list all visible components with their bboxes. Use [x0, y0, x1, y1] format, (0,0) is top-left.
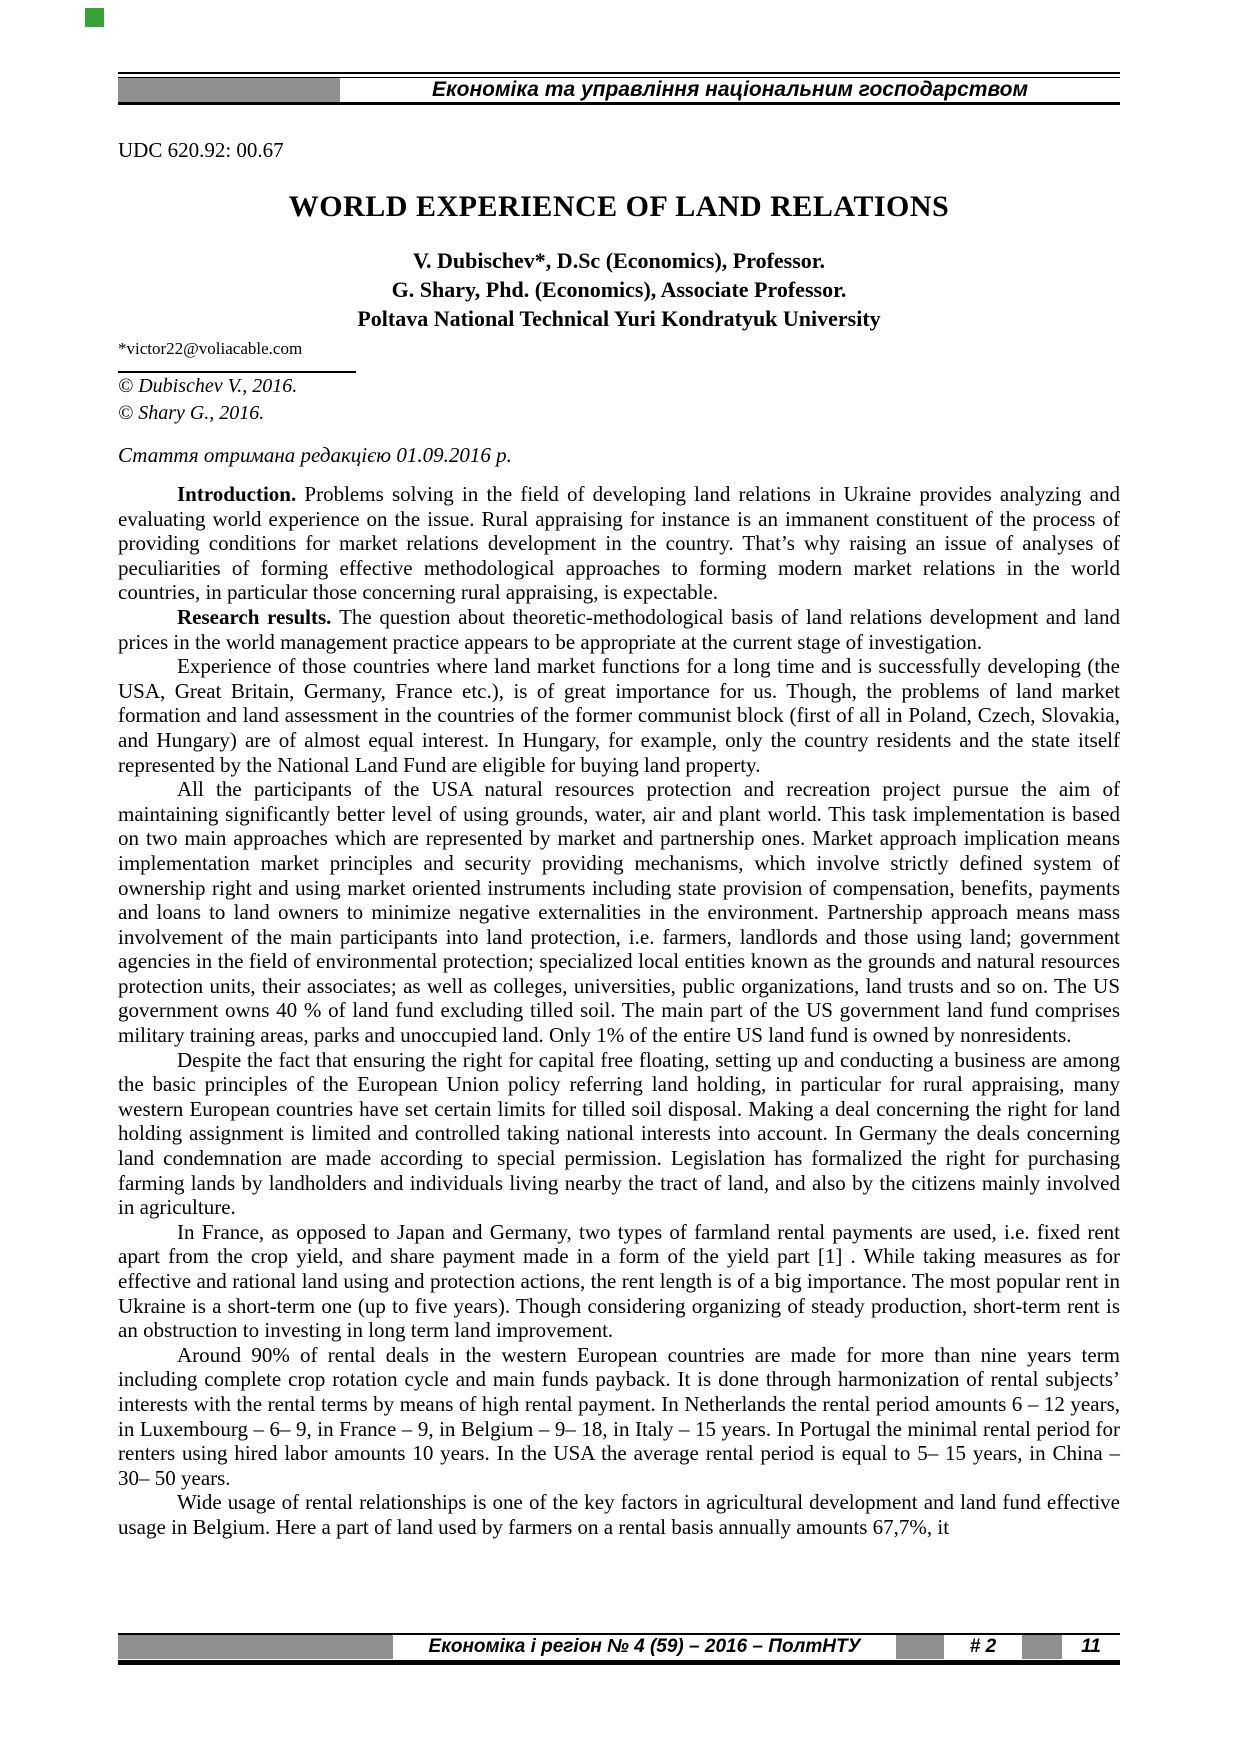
- footer-gray-block: [118, 1635, 393, 1659]
- footer-gray-block: [896, 1635, 944, 1659]
- author-line: Poltava National Technical Yuri Kondratyuk University: [357, 306, 881, 331]
- paragraph: All the participants of the USA natural resources protection and recreation project pursue the aim of maintaining significantly better level of using grounds, water, air and plant world. This task implementation is based on two main approaches which are represented by market and partnership ones. Market approach implication means implementation market principles and security providing mechanisms, which involve strictly defined system of ownership right and using market oriented instruments including state provision of compensation, benefits, payments and loans to land owners to minimize negative externalities in the environment. Partnership approach means mass involvement of the main participants into land protection, i.e. farmers, landlords and those using land; government agencies in the field of environmental protection; specialized local entities known as the grounds and natural resources protection units, their associates; as well as colleges, universities, public organizations, land trusts and so on. The US government owns 40 % of land fund excluding tilled soil. The main part of the US government land fund comprises military training areas, parks and unoccupied land. Only 1% of the entire US land fund is owned by nonresidents.: [118, 777, 1120, 1048]
- green-marker: [85, 8, 104, 27]
- header-gray-block: [118, 78, 340, 102]
- paragraph: Introduction. Problems solving in the field of developing land relations in Ukraine provides analyzing and evaluating world experience on the issue. Rural appraising for instance is an immanent constituent of the process of providing conditions for market relations development in the country. That’s why raising an issue of analyses of peculiarities of forming effective methodological approaches to forming modern market relations in the world countries, in particular those concerning rural appraising, is expectable.: [118, 482, 1120, 605]
- author-line: G. Shary, Phd. (Economics), Associate Professor.: [391, 277, 847, 302]
- footer-page-number: 11: [1062, 1635, 1120, 1659]
- udc-code: UDC 620.92: 00.67: [118, 138, 284, 162]
- copyright-line: © Dubischev V., 2016.: [118, 375, 298, 397]
- footer-gray-block: [1022, 1635, 1062, 1659]
- paragraph: Experience of those countries where land market functions for a long time and is successfully developing (the USA, Great Britain, Germany, France etc.), is of great importance for us. Though, the problems of land market formation and land assessment in the countries of the former communist block (first of all in Poland, Czech, Slovakia, and Hungary) are of almost equal interest. In Hungary, for example, only the country residents and the state itself represented by the National Land Fund are eligible for buying land property.: [118, 654, 1120, 777]
- paragraph-lead: Introduction.: [177, 482, 305, 506]
- paragraph: Around 90% of rental deals in the western European countries are made for more than nine years term including complete crop rotation cycle and main funds payback. It is done through harmonization of rental subjects’ interests with the rental terms by means of high rental payment. In Netherlands the rental period amounts 6 – 12 years, in Luxembourg – 6– 9, in France – 9, in Belgium – 9– 18, in Italy – 15 years. In Portugal the minimal rental period for renters using hired labor amounts 10 years. In the USA the average rental period is equal to 5– 15 years, in China – 30– 50 years.: [118, 1342, 1120, 1490]
- article-body: [118, 482, 1120, 1540]
- authors-block: [118, 246, 1120, 333]
- footer-journal-title: Економіка і регіон № 4 (59) – 2016 – ПолтНТУ: [393, 1635, 896, 1659]
- footer-bar: [118, 1633, 1120, 1665]
- paragraph: Wide usage of rental relationships is one of the key factors in agricultural development and land fund effective usage in Belgium. Here a part of land used by farmers on a rental basis annually amounts 67,7%, it: [118, 1490, 1120, 1539]
- journal-section-header: [118, 72, 1120, 105]
- copyright-line: © Shary G., 2016.: [118, 402, 265, 424]
- author-line: V. Dubischev*, D.Sc (Economics), Professor.: [412, 248, 826, 273]
- paragraph: Research results. The question about theoretic-methodological basis of land relations development and land prices in the world management practice appears to be appropriate at the current stage of investigation.: [118, 604, 1120, 654]
- received-date-line: Стаття отримана редакцією 01.09.2016 р.: [118, 443, 512, 467]
- article-title: WORLD EXPERIENCE OF LAND RELATIONS: [288, 190, 950, 223]
- journal-section-title: Економіка та управління національним господарством: [432, 78, 1028, 101]
- copyright-block: [118, 373, 1120, 427]
- page-content: [118, 0, 1120, 1540]
- paragraph-lead: Research results.: [177, 604, 340, 629]
- paragraph: In France, as opposed to Japan and Germany, two types of farmland rental payments are used, i.e. fixed rent apart from the crop yield, and share payment made in a form of the yield part [1] . While taking measures as for effective and rational land using and protection actions, the rent length is of a big importance. The most popular rent in Ukraine is a short-term one (up to five years). Though considering organizing of steady production, short-term rent is an obstruction to investing in long term land improvement.: [118, 1219, 1120, 1343]
- footer-row: [118, 1633, 1120, 1659]
- journal-section-row: [118, 77, 1120, 105]
- paragraph: Despite the fact that ensuring the right for capital free floating, setting up and conducting a business are among the basic principles of the European Union policy referring land holding, in particular for rural appraising, many western European countries have set certain limits for tilled soil disposal. Making a deal concerning the right for land holding assignment is limited and controlled taking national interests into account. In Germany the deals concerning land condemnation are made according to special permission. Legislation has formalized the right for purchasing farming lands by landholders and individuals living nearby the tract of land, and also by the citizens mainly involved in agriculture.: [118, 1047, 1120, 1220]
- email-note: *victor22@voliacable.com: [118, 339, 303, 358]
- footer-issue-number: # 2: [944, 1635, 1022, 1659]
